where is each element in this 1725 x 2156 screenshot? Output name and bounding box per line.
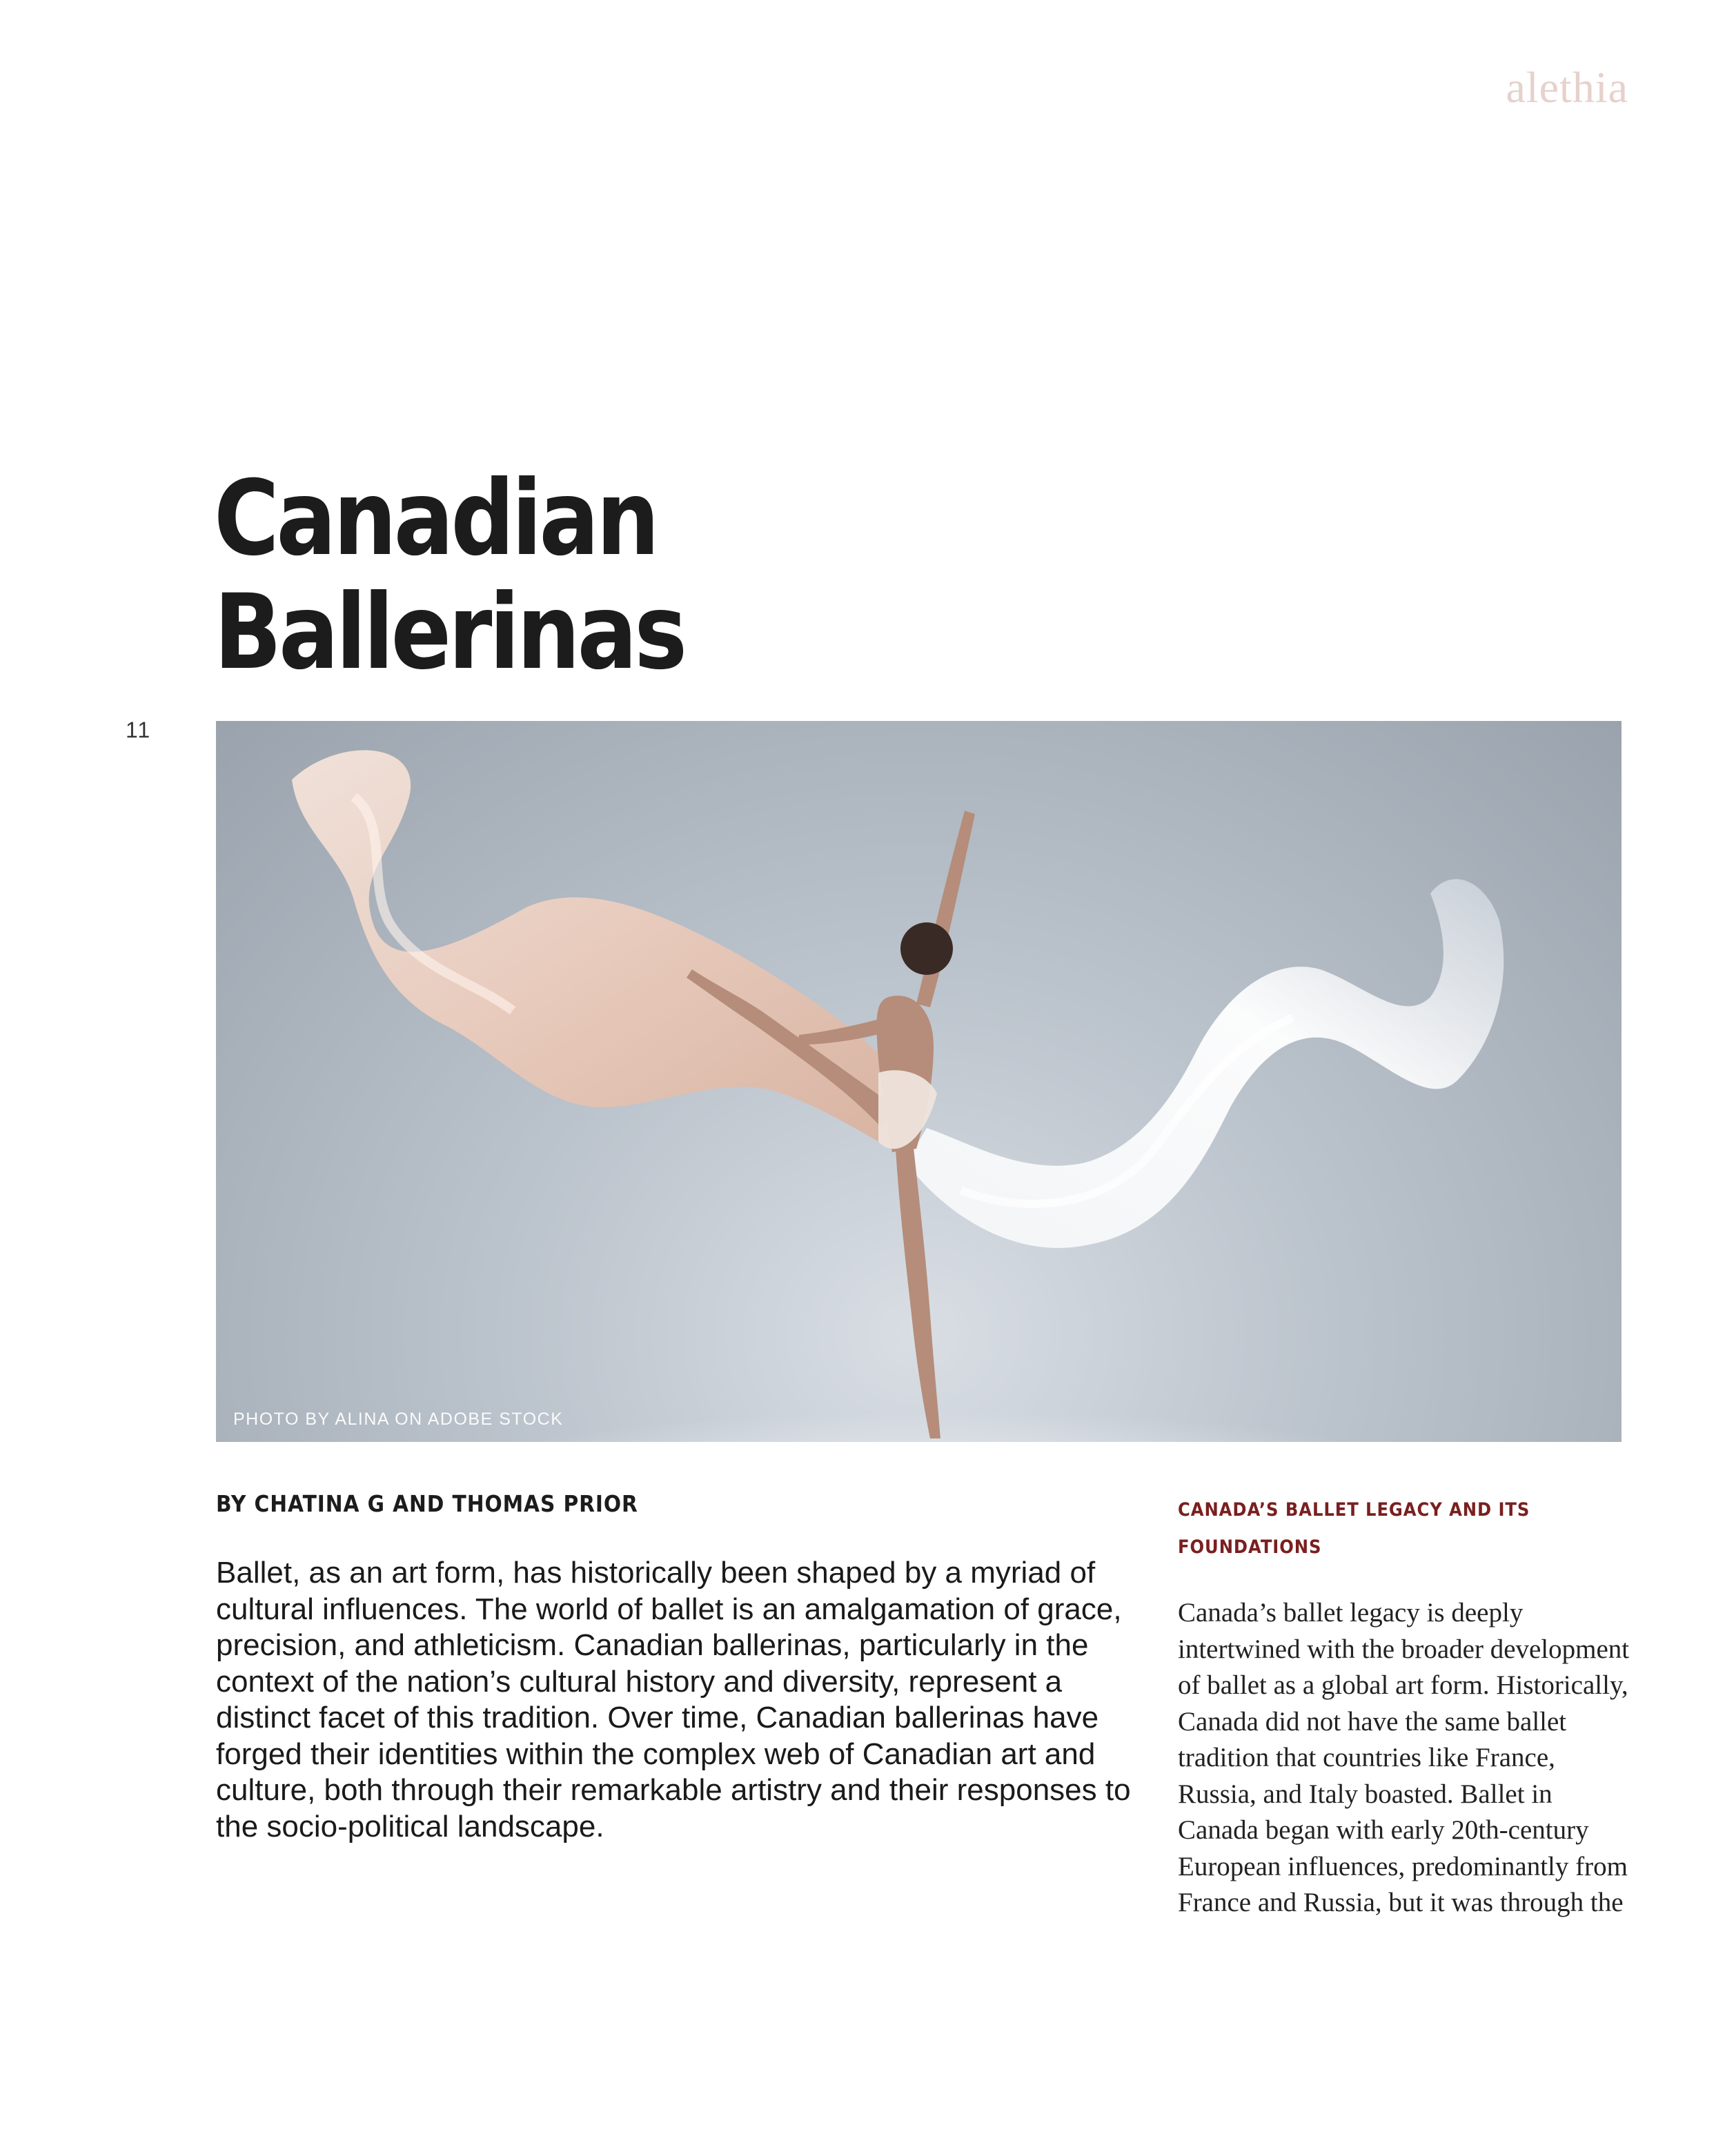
dancer-raised-arm [916,811,975,1007]
hero-photo [216,721,1621,1442]
white-silk [906,879,1504,1248]
section-body: Canada’s ballet legacy is deeply intertwined with the broader development of ballet as a global art form. Historically, Canada did not have the same ballet tradition that countries like France, Russia, and Italy boasted. Ballet in Canada began with early 20th-century European influences, predominantly from France and Russia, but it was through the [1178,1598,1630,1917]
article-title [214,459,1045,693]
page-number: 11 [126,718,152,742]
article-title-line-2: Ballerinas [214,573,684,693]
section-heading: CANADA’S BALLET LEGACY AND ITS FOUNDATIONS [1178,1499,1530,1558]
photo-credit: PHOTO BY ALINA ON ADOBE STOCK [233,1410,564,1429]
ballerina-illustration [216,721,1621,1442]
dancer-head [900,922,953,975]
peach-fabric [292,750,907,1149]
article-intro: Ballet, as an art form, has historically been shaped by a myriad of cultural influences. The world of ballet is an amalgamation of grace, precision, and athleticism. Canadian ballerinas, particularly in the context of the nation’s cultural history and diversity, represent a distinct facet of this tradition. Over time, Canadian ballerinas have forged their identities within the complex web of Canadian art and culture, both through their remarkable artistry and their responses to the socio-political landscape. [216,1556,1131,1843]
dancer-figure [687,811,975,1438]
floor-glow [457,1356,1423,1442]
brand-logo: alethia [1506,63,1628,112]
article-byline: BY CHATINA G AND THOMAS PRIOR [216,1490,638,1517]
article-title-line-1: Canadian [214,459,657,579]
